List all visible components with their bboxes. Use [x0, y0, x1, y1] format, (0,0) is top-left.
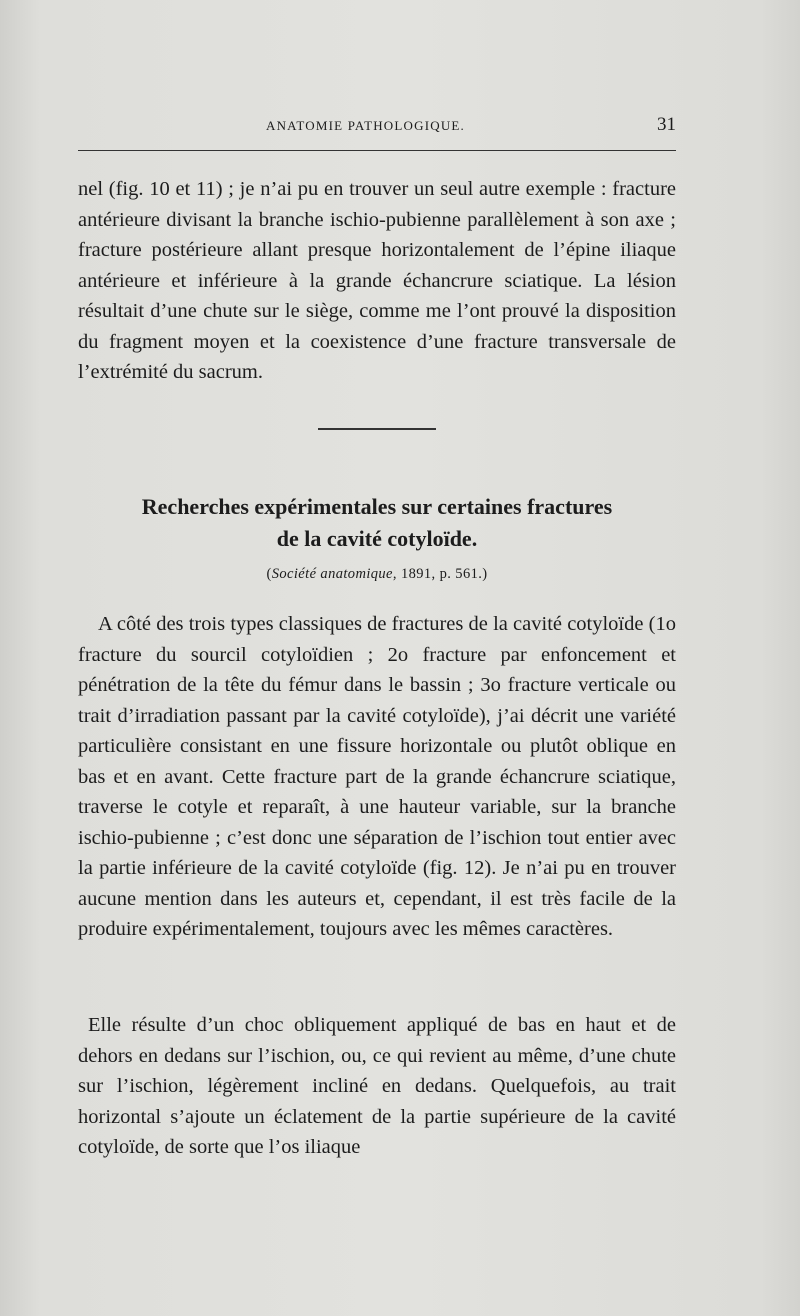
section-title-line-2: de la cavité cotyloïde.	[276, 526, 478, 551]
header-rule	[78, 150, 676, 151]
paragraph-body-1: A côté des trois types classiques de fractures de la cavité cotyloïde (1o fracture du sourcil cotyloïdien ; 2o fracture par enfoncement et pénétration de la tête du fémur dans le bassin ; 3o fracture verticale ou trait d’irradiation passant par la cavité cotyloïde), j’ai décrit une variété particulière consistant en une fissure horizontale ou plutôt oblique en bas et en avant. Cette fracture part de la grande échancrure sciatique, traverse le cotyle et reparaît, à une hauteur variable, sur la branche ischio-pubienne ; c’est donc une séparation de l’ischion tout entier avec la partie inférieure de la cavité cotyloïde (fig. 12). Je n’ai pu en trouver aucune mention dans les auteurs et, cependant, il est très facile de la produire expérimentalement, toujours avec les mêmes caractères.	[78, 613, 676, 940]
paragraph-continuation: nel (fig. 10 et 11) ; je n’ai pu en trouver un seul autre exemple : fracture antérieure divisant la branche ischio-pubienne parallèlement à son axe ; fracture postérieure allant presque horizontalement de l’épine iliaque antérieure et inférieure à la grande échancrure sciatique. La lésion résultait d’une chute sur le siège, comme me l’ont prouvé la disposition du fragment moyen et la coexistence d’une fracture transversale de l’extrémité du sacrum.	[78, 178, 676, 383]
section-citation	[78, 566, 676, 583]
citation-details: , 1891, p. 561.)	[392, 566, 488, 582]
running-head: ANATOMIE PATHOLOGIQUE.	[266, 118, 466, 133]
page-number: 31	[657, 114, 676, 135]
section-separator	[318, 428, 436, 430]
page-header	[78, 110, 676, 150]
citation-open: (	[266, 566, 272, 582]
citation-source: Société anatomique	[271, 566, 393, 582]
paragraph-body-2: Elle résulte d’un choc obliquement appliqué de bas en haut et de dehors en dedans sur l’ischion, ou, ce qui revient au même, d’une chute sur l’ischion, légèrement incliné en dedans. Quelquefois, au trait horizontal s’ajoute un éclatement de la partie supérieure de la cavité cotyloïde, de sorte que l’os iliaque	[78, 1014, 676, 1158]
section-title-line-1: Recherches expérimentales sur certaines fractures	[141, 494, 613, 519]
